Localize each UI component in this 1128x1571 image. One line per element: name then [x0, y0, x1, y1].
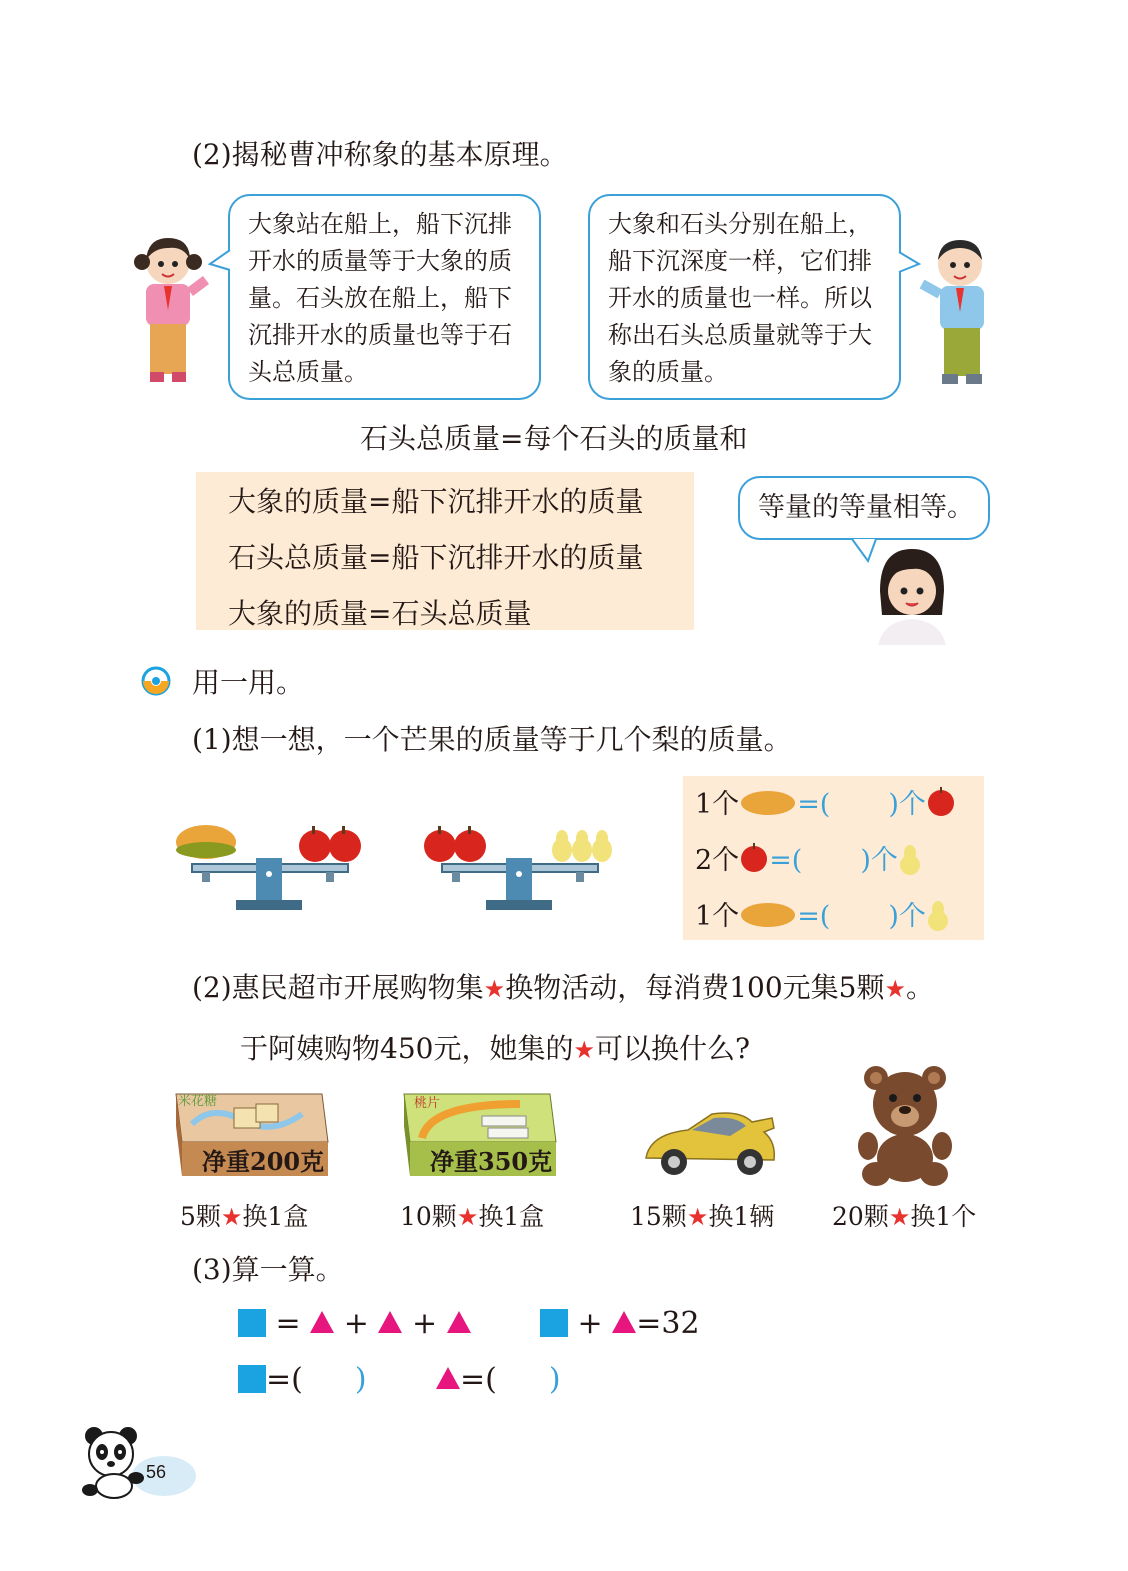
question-2-text: 于阿姨购物450元，她集的: [240, 1032, 574, 1065]
plus-sign: +: [412, 1306, 438, 1341]
teddy-bear-illustration: [858, 1062, 952, 1188]
prize-reward: 换1盒: [478, 1202, 545, 1231]
equation-result: =32: [636, 1306, 700, 1341]
prize-caption: [400, 1197, 544, 1233]
answer-close: ): [354, 1362, 367, 1397]
triangle-symbol: [310, 1311, 334, 1333]
speech-bubble-left: [228, 194, 541, 400]
equals-sign: =: [275, 1306, 301, 1341]
triangle-symbol: [447, 1311, 471, 1333]
prize-caption: [630, 1197, 774, 1233]
bubble-small-text: 等量的等量相等。: [758, 492, 974, 523]
prize-reward: 换1盒: [242, 1202, 309, 1231]
girl-head-illustration: [874, 545, 950, 645]
answer-row: [695, 838, 922, 877]
mango-icon: [739, 901, 797, 929]
formula-line: 大象的质量=石头总质量: [228, 597, 532, 630]
use-title: 用一用。: [192, 666, 305, 699]
pear-icon: [926, 899, 950, 931]
formula-box: [196, 472, 694, 630]
mango-icon: [739, 789, 797, 817]
triangle-symbol: [378, 1311, 402, 1333]
apple-icon: [739, 843, 769, 873]
bubble-right-line: 大象和石头分别在船上，: [608, 210, 872, 238]
formula-line: 石头总质量=船下沉排开水的质量: [228, 541, 644, 574]
plus-sign: +: [343, 1306, 369, 1341]
star-icon: ★: [220, 1203, 243, 1231]
answer-square: [238, 1362, 367, 1397]
answer-open: =(: [266, 1362, 303, 1397]
bubble-left-line: 大象站在船上，船下沉排: [248, 210, 512, 238]
star-icon: ★: [483, 975, 506, 1003]
prize-reward: 换1个: [910, 1202, 977, 1231]
bubble-right-line: 象的质量。: [608, 358, 728, 386]
star-icon: ★: [456, 1203, 479, 1231]
bubble-left-line: 头总质量。: [248, 358, 368, 386]
question-2-line-2: [240, 1031, 750, 1068]
prize-cost: 15颗: [630, 1202, 687, 1231]
answer-row-blank-open: =(: [797, 789, 831, 820]
prize-caption: [832, 1197, 976, 1233]
answer-row-unit: )个: [888, 901, 926, 932]
bubble-right-line: 称出石头总质量就等于大: [608, 321, 872, 349]
equation-1: [238, 1306, 471, 1341]
toy-car-illustration: [640, 1102, 780, 1188]
square-symbol: [238, 1365, 266, 1393]
section-marker-icon: [141, 666, 171, 696]
square-symbol: [540, 1309, 568, 1337]
answer-open: =(: [460, 1362, 497, 1397]
boy-illustration: [916, 234, 996, 392]
bubble-left-line: 量。石头放在船上，船下: [248, 284, 512, 312]
star-icon: ★: [686, 1203, 709, 1231]
answer-row-count: 2个: [695, 845, 740, 876]
girl-illustration: [128, 232, 214, 392]
pear-icon: [898, 843, 922, 875]
section-heading: (2)揭秘曹冲称象的基本原理。: [192, 138, 568, 171]
balance-scale-mango-apples: [172, 822, 368, 914]
candy-box-200: [172, 1090, 332, 1186]
question-2: [192, 970, 934, 1007]
candy-box-weight: 净重350克: [430, 1147, 553, 1176]
answer-box: [683, 776, 984, 940]
question-2-text: 。: [905, 971, 934, 1004]
center-formula: 石头总质量=每个石头的质量和: [360, 422, 748, 455]
star-icon: ★: [888, 1203, 911, 1231]
speech-bubble-right: [588, 194, 901, 400]
apple-icon: [926, 787, 956, 817]
answer-row-unit: )个: [860, 845, 898, 876]
candy-box-brand: 桃片: [414, 1096, 441, 1111]
answer-row-unit: )个: [888, 789, 926, 820]
balance-scale-apples-pears: [418, 822, 614, 914]
plus-sign: +: [577, 1306, 603, 1341]
page-number: 56: [146, 1462, 167, 1482]
answer-row-blank-open: =(: [769, 845, 803, 876]
square-symbol: [238, 1309, 266, 1337]
bubble-right-line: 开水的质量也一样。所以: [608, 284, 872, 312]
triangle-symbol: [612, 1311, 636, 1333]
question-1: (1)想一想，一个芒果的质量等于几个梨的质量。: [192, 723, 792, 756]
star-icon: ★: [573, 1036, 595, 1064]
question-2-text: 换物活动，每消费100元集5颗: [505, 971, 885, 1004]
bubble-tail: [208, 248, 232, 274]
prize-cost: 5颗: [180, 1202, 221, 1231]
answer-row-count: 1个: [695, 789, 740, 820]
prize-caption: [180, 1197, 308, 1233]
panda-mascot-icon: [78, 1424, 198, 1500]
answer-row: [695, 894, 950, 933]
triangle-symbol: [436, 1367, 460, 1389]
speech-bubble-small: [738, 476, 990, 540]
prize-cost: 10颗: [400, 1202, 457, 1231]
bubble-right-line: 船下沉深度一样，它们排: [608, 247, 872, 275]
question-2-text: (2)惠民超市开展购物集: [192, 971, 484, 1004]
candy-box-brand: 米花糖: [178, 1094, 218, 1109]
bubble-left-line: 开水的质量等于大象的质: [248, 247, 512, 275]
answer-triangle: [436, 1362, 561, 1397]
question-2-text: 可以换什么?: [594, 1032, 750, 1065]
equation-2: [540, 1306, 700, 1341]
bubble-left-line: 沉排开水的质量也等于石: [248, 321, 512, 349]
candy-box-weight: 净重200克: [202, 1147, 325, 1176]
question-3: (3)算一算。: [192, 1253, 344, 1286]
star-icon: ★: [884, 975, 906, 1003]
prize-reward: 换1辆: [708, 1202, 775, 1231]
answer-row-count: 1个: [695, 901, 740, 932]
answer-close: ): [548, 1362, 561, 1397]
formula-line: 大象的质量=船下沉排开水的质量: [228, 485, 644, 518]
answer-row-blank-open: =(: [797, 901, 831, 932]
candy-box-350: [400, 1090, 560, 1186]
answer-row: [695, 782, 956, 821]
prize-cost: 20颗: [832, 1202, 889, 1231]
